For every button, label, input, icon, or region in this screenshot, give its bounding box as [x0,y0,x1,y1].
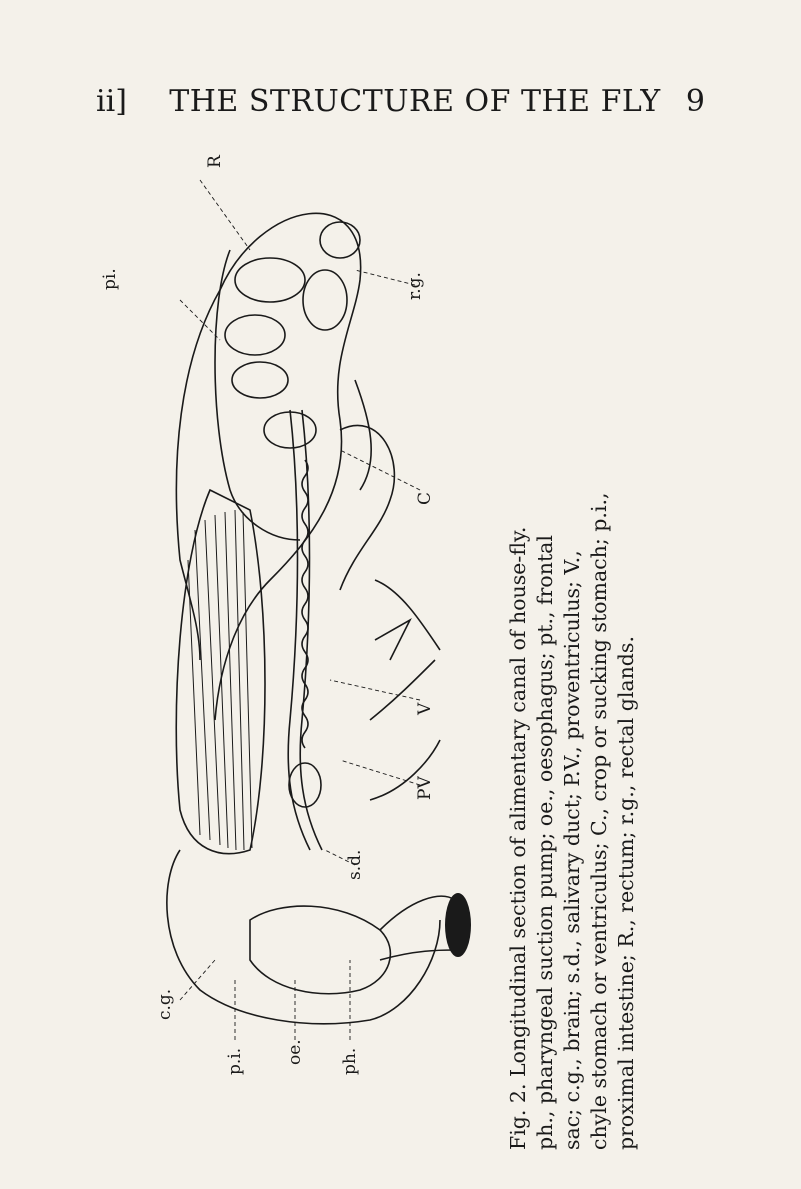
alimentary-canal-figure [100,155,485,1095]
label-PV: PV [415,776,435,800]
caption-line: chyle stomach or ventriculus; C., crop or sucking stomach; p.i., [587,492,611,1150]
crop-outline [340,425,394,590]
coil-1 [235,258,305,302]
label-pi-lower: p.i. [225,1047,245,1075]
label-C: C [415,491,435,505]
appendage-curve [375,580,440,660]
pharynx-pump [250,906,390,994]
figure-caption [505,320,640,1150]
proboscis-lower [380,950,455,960]
ventriculus [302,460,308,748]
coil-3 [232,362,288,398]
coil-5 [303,270,347,330]
proboscis [380,896,455,930]
intestine-loop [215,250,300,540]
label-cg: c.g. [155,988,175,1020]
body-outline [215,213,361,720]
label-V: V [415,702,435,715]
coil-2 [225,315,285,355]
label-R: R [205,155,225,168]
caption-line: ph., pharyngeal suction pump; oe., oesophagus; pt., frontal [533,535,557,1150]
label-ph: ph. [340,1047,360,1075]
head-outline [167,850,440,1024]
label-rg: r.g. [405,272,425,300]
coil-6 [320,222,360,258]
labellum [445,893,471,957]
page-number: 9 [685,84,705,119]
caption-line: sac; c.g., brain; s.d., salivary duct; P.V., proventriculus; V., [560,550,584,1150]
oesophagus-inner [300,410,322,850]
caption-line: proximal intestine; R., rectum; r.g., rectal glands. [614,636,638,1150]
label-oe: oe. [285,1039,305,1065]
label-pi: pi. [100,268,120,290]
caption-line: Fig. 2. Longitudinal section of alimentary canal of house-fly. [506,526,530,1150]
chapter-number: ii] [96,84,127,119]
label-sd: s.d. [345,849,365,880]
running-header [0,82,801,122]
running-title: THE STRUCTURE OF THE FLY [169,84,661,119]
crop-stalk [355,380,371,490]
